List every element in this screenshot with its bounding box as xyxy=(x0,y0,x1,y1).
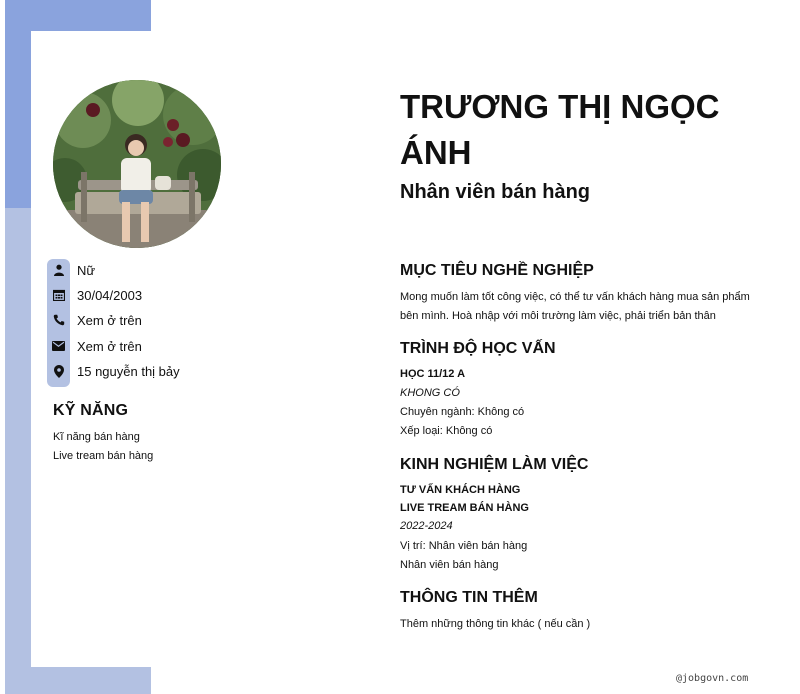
calendar-icon xyxy=(47,283,70,307)
experience-period: 2022-2024 xyxy=(400,520,453,532)
objective-text-line: Mong muốn làm tốt công việc, có thể tư vấn khách hàng mua sản phẩm xyxy=(400,291,750,303)
objective-heading: MỤC TIÊU NGHỀ NGHIỆP xyxy=(400,262,594,279)
skill-item: Kĩ năng bán hàng xyxy=(53,431,140,443)
extra-info-text: Thêm những thông tin khác ( nếu cần ) xyxy=(400,618,591,630)
contact-address xyxy=(47,359,180,383)
candidate-name: TRƯƠNG THỊ NGỌC ÁNH xyxy=(400,88,720,171)
education-major: Chuyên ngành: Không có xyxy=(400,406,525,418)
skills-heading: KỸ NĂNG xyxy=(53,402,129,419)
phone-icon xyxy=(47,308,70,332)
mail-icon xyxy=(47,334,70,358)
watermark: @jobgovn.com xyxy=(676,673,749,684)
experience-description: Nhân viên bán hàng xyxy=(400,559,499,571)
education-heading: TRÌNH ĐỘ HỌC VẤN xyxy=(400,340,556,357)
education-period: KHONG CÓ xyxy=(400,387,460,399)
education-school: HỌC 11/12 A xyxy=(400,368,466,380)
experience-heading: KINH NGHIỆM LÀM VIỆC xyxy=(400,456,589,473)
objective-text-line: bên mình. Hoà nhập với môi trường làm việc, phải triển bản thân xyxy=(400,310,716,322)
extra-info-heading: THÔNG TIN THÊM xyxy=(400,589,538,606)
contact-phone xyxy=(47,308,142,332)
birthday-text: 30/04/2003 xyxy=(77,287,143,303)
location-pin-icon xyxy=(47,359,70,383)
job-title: Nhân viên bán hàng xyxy=(400,181,591,203)
contact-birthday xyxy=(47,283,142,307)
person-icon xyxy=(47,258,70,282)
education-rank: Xếp loại: Không có xyxy=(400,425,493,437)
phone-text: Xem ở trên xyxy=(77,312,142,328)
contact-email xyxy=(47,334,142,358)
contact-gender xyxy=(47,258,95,282)
profile-photo xyxy=(53,80,221,248)
email-text: Xem ở trên xyxy=(77,338,142,354)
address-text: 15 nguyễn thị bảy xyxy=(77,363,180,379)
experience-company: TƯ VẤN KHÁCH HÀNG xyxy=(400,484,521,496)
gender-text: Nữ xyxy=(77,262,96,278)
experience-position: Vị trí: Nhân viên bán hàng xyxy=(400,540,528,552)
experience-company: LIVE TREAM BÁN HÀNG xyxy=(400,502,529,514)
skill-item: Live tream bán hàng xyxy=(53,450,154,462)
